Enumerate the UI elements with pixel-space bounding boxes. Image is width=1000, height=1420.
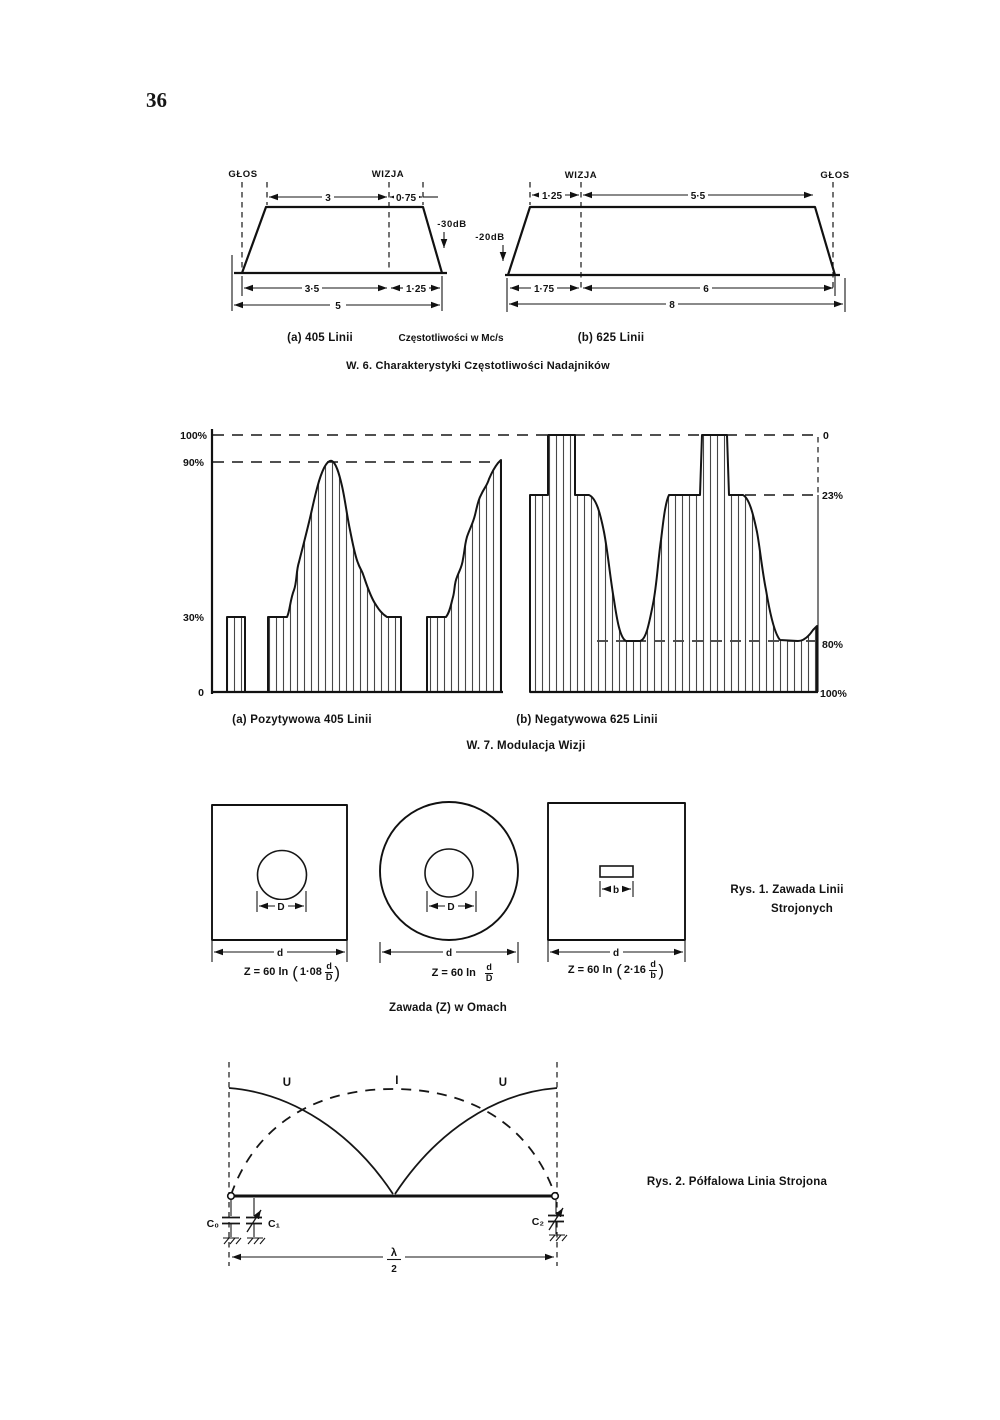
w6-caption-units: Częstotliwości w Mc/s xyxy=(398,333,504,344)
c1-label: C₁ xyxy=(268,1218,280,1230)
dim-d: d xyxy=(612,948,620,959)
left-terminal xyxy=(228,1193,235,1200)
formula-prefix: Z = 60 ln xyxy=(431,967,476,980)
figure-rys2-halfwave-line xyxy=(180,1050,900,1290)
formula-prefix: Z = 60 ln xyxy=(243,966,289,979)
current-label: I xyxy=(395,1075,399,1087)
formula-factor: 2·16 xyxy=(623,964,646,977)
svg-text:3: 3 xyxy=(325,193,331,204)
w7-caption-b: (b) Negatywowa 625 Linii xyxy=(516,714,658,726)
svg-text:1·75: 1·75 xyxy=(533,284,555,295)
dim-bottom-175 xyxy=(510,282,579,295)
svg-text:5·5: 5·5 xyxy=(690,191,706,202)
axis-0-right: 0 xyxy=(823,430,829,442)
glos-label: GŁOS xyxy=(228,169,258,180)
lambda-denominator: 2 xyxy=(391,1264,397,1275)
fraction-d-over-D: $\frac{d}{D}$ xyxy=(325,961,333,982)
open-paren: ( xyxy=(292,962,298,982)
dim-top-075 xyxy=(390,191,438,204)
svg-text:6: 6 xyxy=(703,284,709,295)
axis-23-right: 23% xyxy=(822,490,844,502)
page-number: 36 xyxy=(146,88,167,112)
dim-b: b xyxy=(612,885,620,896)
svg-text:3·5: 3·5 xyxy=(304,284,320,295)
svg-text:5: 5 xyxy=(335,301,341,312)
figure-w6-transmitter-characteristics xyxy=(130,150,890,385)
open-paren: ( xyxy=(616,960,622,980)
fraction-d-over-b: $\frac{d}{b}$ xyxy=(650,959,656,980)
c0-label: C₀ xyxy=(206,1218,219,1230)
formula-prefix: Z = 60 ln xyxy=(567,964,613,977)
negative-modulation-envelope xyxy=(530,435,817,692)
wizja-label: WIZJA xyxy=(371,169,405,180)
dim-d: d xyxy=(445,948,453,959)
figure-w7-vision-modulation xyxy=(130,415,890,760)
glos-label: GŁOS xyxy=(820,170,850,181)
capacitor-c1 xyxy=(246,1198,280,1244)
axis-80-right: 80% xyxy=(822,639,844,651)
dim-half-wavelength xyxy=(232,1244,554,1275)
c2-label: C₂ xyxy=(531,1216,544,1228)
rys1-label-line2: Strojonych xyxy=(770,903,834,915)
w6-title: W. 6. Charakterystyki Częstotliwości Nadajników xyxy=(346,360,610,372)
dim-top-125 xyxy=(532,189,579,202)
svg-text:-30dB: -30dB xyxy=(437,219,467,230)
axis-100-right: 100% xyxy=(820,688,847,700)
rys2-label: Rys. 2. Półfalowa Linia Strojona xyxy=(646,1176,828,1188)
close-paren: ) xyxy=(334,962,341,982)
dim-bottom-125 xyxy=(391,282,440,295)
fraction-d-over-D: $\frac{d}{D}$ xyxy=(485,962,493,983)
svg-text:1·25: 1·25 xyxy=(405,284,427,295)
axis-30-left: 30% xyxy=(182,612,204,624)
dim-total-5 xyxy=(234,299,440,312)
figure-rys1-line-impedance xyxy=(170,790,950,1025)
w7-caption-a: (a) Pozytywowa 405 Linii xyxy=(232,714,372,726)
capacitor-c0 xyxy=(207,1199,241,1244)
dim-bottom-35 xyxy=(244,282,387,295)
dim-d: d xyxy=(276,948,284,959)
svg-text:-20dB: -20dB xyxy=(475,232,505,243)
cross-section-square-round xyxy=(212,805,347,962)
dim-top-55 xyxy=(583,189,813,202)
voltage-curve-left xyxy=(229,1088,393,1194)
wizja-label: WIZJA xyxy=(564,170,598,181)
formula-impedance-square-round xyxy=(217,962,367,983)
right-terminal xyxy=(552,1193,559,1200)
current-curve xyxy=(231,1089,555,1195)
rys1-label-line1: Rys. 1. Zawada Linii xyxy=(730,884,844,896)
voltage-label-left: U xyxy=(282,1077,292,1089)
cross-section-coaxial xyxy=(380,802,518,963)
formula-factor: 1·08 xyxy=(299,966,322,979)
voltage-curve-right xyxy=(395,1088,557,1194)
positive-modulation-envelope xyxy=(227,460,501,692)
dim-D: D xyxy=(447,902,455,913)
formula-impedance-coaxial xyxy=(403,963,523,984)
svg-text:0·75: 0·75 xyxy=(395,193,417,204)
trapezoid-405 xyxy=(228,169,466,312)
w6-caption-b: (b) 625 Linii xyxy=(577,332,645,344)
axis-90-left: 90% xyxy=(182,457,204,469)
dim-D: D xyxy=(277,902,285,913)
axis-0-left: 0 xyxy=(198,687,204,699)
trapezoid-625 xyxy=(475,170,849,312)
axis-100-left: 100% xyxy=(180,430,207,442)
attenuation-30db xyxy=(437,219,466,248)
dim-bottom-6 xyxy=(583,282,833,295)
svg-text:1·25: 1·25 xyxy=(541,191,563,202)
dim-top-3 xyxy=(269,191,387,204)
w7-title: W. 7. Modulacja Wizji xyxy=(466,740,586,752)
dim-total-8 xyxy=(509,298,843,311)
capacitor-c2 xyxy=(532,1200,567,1241)
voltage-label-right: U xyxy=(498,1077,508,1089)
formula-impedance-square-strip xyxy=(541,960,691,981)
attenuation-20db xyxy=(475,232,504,261)
cross-section-square-strip xyxy=(548,803,685,962)
lambda-symbol: λ xyxy=(390,1247,398,1259)
svg-text:8: 8 xyxy=(669,300,675,311)
w6-caption-a: (a) 405 Linii xyxy=(287,332,353,344)
rys1-caption: Zawada (Z) w Omach xyxy=(389,1002,507,1014)
close-paren: ) xyxy=(658,960,665,980)
